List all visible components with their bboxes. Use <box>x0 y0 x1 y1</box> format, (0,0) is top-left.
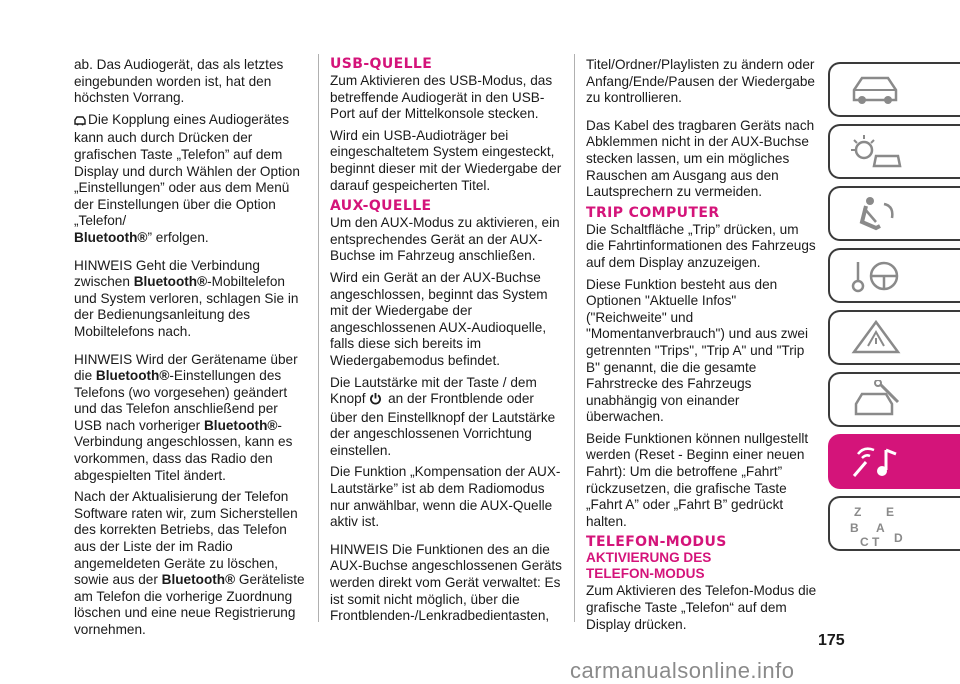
tab-emergency[interactable] <box>828 310 960 365</box>
section-heading: AUX-QUELLE <box>330 198 432 215</box>
index-letter: B <box>850 521 859 535</box>
section-heading: TELEFON-MODUS <box>586 534 727 551</box>
paragraph: Die Lautstärke mit der Taste / dem Knopf an der Frontblende oder über den Einstellknopf der Lautstärke der angeschlossenen Vorrichtung einstellen. <box>330 374 556 458</box>
column-divider <box>574 54 575 622</box>
paragraph: Zum Aktivieren des USB-Modus, das betreffende Audiogerät in den USB-Port auf der Mittelkonsole stecken. <box>330 73 553 122</box>
index-letter: E <box>886 505 895 519</box>
subsection-heading: AKTIVIERUNG DES <box>586 550 712 566</box>
paragraph: Nach der Aktualisierung der Telefon Software raten wir, zum Sicherstellen des korrekten Betriebs, das Telefon aus der Liste der im Radio angemeldeten Geräte zu löschen, sowie aus der Bluetooth® Geräteliste am Telefon die vorherige Zuordnung löschen und eine neue Registrierung vornehmen. <box>74 489 305 637</box>
paragraph: Titel/Ordner/Playlisten zu ändern oder Anfang/Ende/Pausen der Wiedergabe zu kontrollieren. <box>586 57 815 106</box>
tab-starting-driving[interactable] <box>828 248 960 303</box>
warning-lights-icon <box>846 132 906 172</box>
subsection-heading: TELEFON-MODUS <box>586 566 705 582</box>
section-heading: TRIP COMPUTER <box>586 204 720 221</box>
index-letter: A <box>876 521 885 535</box>
car-note-icon <box>74 114 86 131</box>
page-number: 175 <box>818 632 845 649</box>
paragraph: Die Funktion „Kompensation der AUX-Lautstärke” ist ab dem Radiomodus nur anwählbar, wenn die AUX-Quelle aktiv ist. <box>330 464 561 530</box>
paragraph: ab. Das Audiogerät, das als letztes eingebunden worden ist, hat den höchsten Vorrang. <box>74 57 284 106</box>
index-icon <box>846 504 906 548</box>
tab-warning-lights[interactable] <box>828 124 960 179</box>
paragraph: HINWEIS Geht die Verbindung zwischen Bluetooth®-Mobiltelefon und System verloren, schlagen Sie in der Bedienungsanleitung des Mobiltelefons nach. <box>74 257 299 339</box>
paragraph: Wird ein Gerät an der AUX-Buchse angeschlossen, beginnt das System mit der Wiedergabe der angeschlossenen AUX-Audioquelle, falls diese sich bereits im Wiedergabemodus befindet. <box>330 269 548 368</box>
key-steering-icon <box>846 256 906 296</box>
tab-maintenance[interactable] <box>828 372 960 427</box>
paragraph: HINWEIS Wird der Gerätename über die Bluetooth®-Einstellungen des Telefons (wo vorgesehen) geändert und das Telefon anschließend per USB nach vorheriger Bluetooth®-Verbindung angeschlossen, kann es vorkommen, dass das Radio den abgespielten Titel ändert. <box>74 351 298 483</box>
index-letter: Z <box>854 505 862 519</box>
paragraph: Das Kabel des tragbaren Geräts nach Abklemmen nicht in der AUX-Buchse stecken lassen, um ein mögliches Rauschen am Ausgang aus den Lautsprechern zu vermeiden. <box>586 117 815 200</box>
tab-car[interactable] <box>828 62 960 117</box>
tab-multimedia[interactable] <box>828 434 960 489</box>
paragraph: Wird ein USB-Audioträger bei eingeschaltetem System eingesteckt, beginnt dieser mit der Wiedergabe der darauf gespeicherten Titel. <box>330 127 562 193</box>
watermark: carmanualsonline.info <box>570 658 795 683</box>
multimedia-icon <box>846 442 906 482</box>
section-heading: USB-QUELLE <box>330 56 433 72</box>
tab-safety[interactable] <box>828 186 960 241</box>
road-warning-icon <box>846 318 906 358</box>
seat-airbag-icon <box>846 194 906 234</box>
column-1 <box>74 57 306 644</box>
power-knob-icon <box>369 392 382 410</box>
chapter-tabs <box>828 62 960 558</box>
paragraph: Um den AUX-Modus zu aktivieren, ein entsprechendes Gerät an der AUX-Buchse im Fahrzeug anschließen. <box>330 215 560 264</box>
paragraph: Die Schaltfläche „Trip” drücken, um die Fahrtinformationen des Fahrzeugs auf dem Display anzuzeigen. <box>586 221 816 270</box>
index-letter: C <box>860 535 869 548</box>
car-icon <box>846 70 906 110</box>
paragraph: HINWEIS Die Funktionen des an die AUX-Buchse angeschlossenen Geräts werden direkt vom Gerät verwaltet: Es ist somit nicht möglich, über die Frontblenden-/Lenkradbedientasten, <box>330 541 562 624</box>
index-letter: D <box>894 531 903 545</box>
tab-index[interactable] <box>828 496 960 551</box>
index-letter: T <box>872 535 880 548</box>
column-3 <box>586 57 818 638</box>
paragraph: Zum Aktivieren des Telefon-Modus die grafische Taste „Telefon“ auf dem Display drücken. <box>586 583 817 632</box>
paragraph: Beide Funktionen können nullgestellt werden (Reset - Beginn einer neuen Fahrt): Um die betroffene „Fahrt” rückzusetzen, die grafische Taste „Fahrt A” oder „Fahrt B” gedrückt halten. <box>586 430 809 529</box>
column-divider <box>318 54 319 622</box>
paragraph: Diese Funktion besteht aus den Optionen "Aktuelle Infos" ("Reichweite" und "Momentanverbrauch") und aus zwei getrennten "Trips", "Trip A" und "Trip B" genannt, die die gesamte Fahrstrecke des Fahrzeugs unabhängig von einander überwachen. <box>586 276 808 425</box>
wrench-car-icon <box>846 380 906 420</box>
paragraph: Die Kopplung eines Audiogerätes kann auch durch Drücken der grafischen Taste „Telefon” auf dem Display und durch Wählen der Option „Einstellungen” oder aus dem Menü der Einstellungen über die Option „Telefon/ Bluetooth®” erfolgen. <box>74 111 300 245</box>
column-2 <box>330 57 562 630</box>
